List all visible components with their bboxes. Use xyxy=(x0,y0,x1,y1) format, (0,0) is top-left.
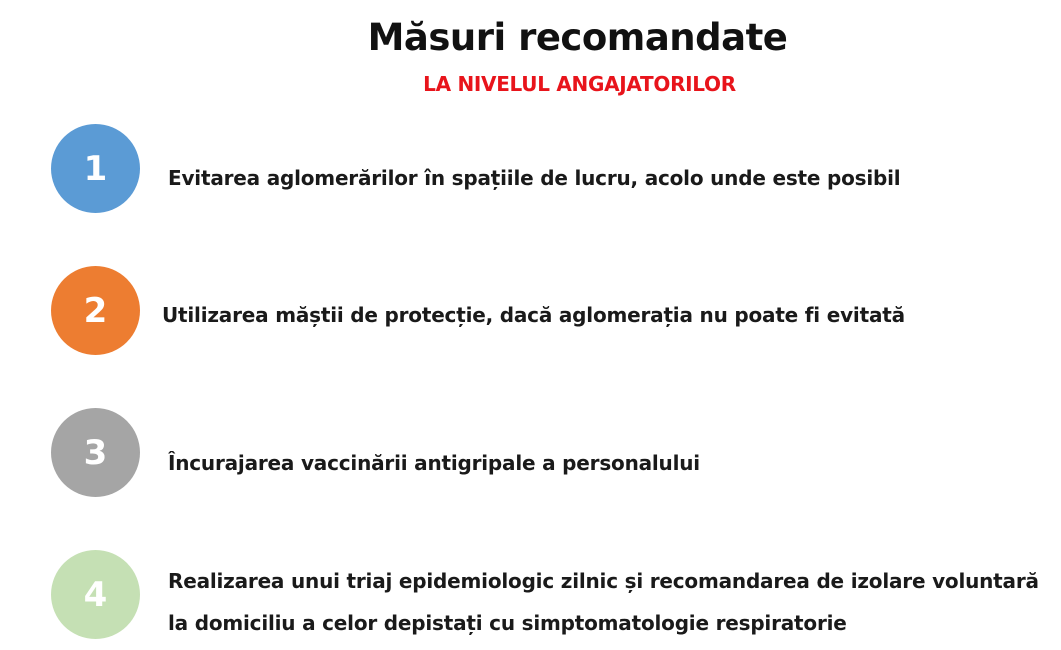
number-badge-2: 2 xyxy=(51,266,140,355)
number-badge-4: 4 xyxy=(51,550,140,639)
page-title: Măsuri recomandate xyxy=(367,16,788,59)
list-item-4 xyxy=(0,550,1061,642)
item-text-1: Evitarea aglomerărilor în spațiile de lucru, acolo unde este posibil xyxy=(168,166,901,190)
item-text-4: Realizarea unui triaj epidemiologic zilnic și recomandarea de izolare voluntară la domiciliu a celor depistați cu simptomatologie respiratorie xyxy=(168,569,1039,635)
list-item-3 xyxy=(0,408,1061,500)
item-text-2: Utilizarea măștii de protecție, dacă aglomerația nu poate fi evitată xyxy=(162,303,905,327)
page-subtitle: LA NIVELUL ANGAJATORILOR xyxy=(423,72,736,96)
number-badge-3: 3 xyxy=(51,408,140,497)
number-badge-1: 1 xyxy=(51,124,140,213)
list-item-1 xyxy=(0,124,1061,216)
list-item-2 xyxy=(0,266,1061,358)
item-text-3: Încurajarea vaccinării antigripale a personalului xyxy=(168,451,700,475)
